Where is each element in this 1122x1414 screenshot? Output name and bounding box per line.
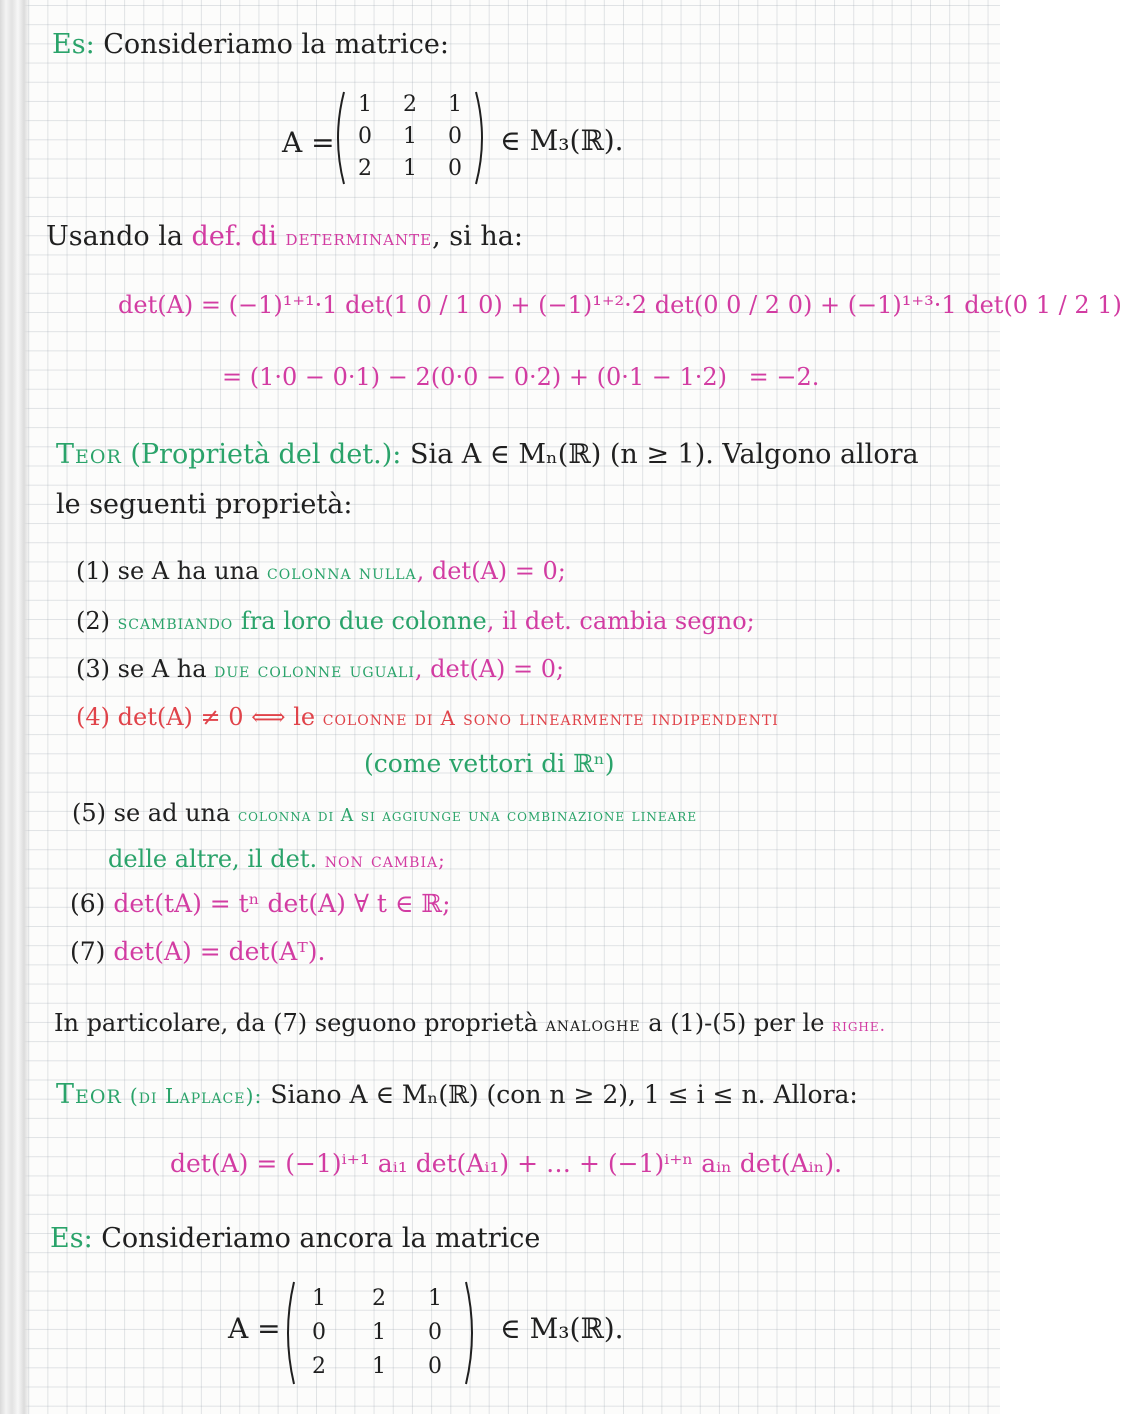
property-number: (1) <box>76 557 110 585</box>
property-item <box>76 704 779 730</box>
property-text-a: det(tA) = tⁿ det(A) ∀ t ∈ ℝ; <box>113 889 451 918</box>
matrix-cell: 2 <box>312 1354 326 1379</box>
determinant-keyword: determinante <box>285 225 433 251</box>
determinant-intro-3: , si ha: <box>432 221 523 252</box>
matrix-cell: 1 <box>403 124 417 149</box>
theorem-title: (Proprietà del det.): <box>130 439 402 470</box>
property-number: (6) <box>70 889 106 918</box>
matrix-a <box>330 88 490 188</box>
property-text-a: det(A) = det(Aᵀ). <box>113 937 326 966</box>
example-prefix: Es: <box>52 29 95 60</box>
determinant-def: def. <box>191 221 243 252</box>
matrix-cell: 0 <box>428 1354 442 1379</box>
determinant-intro <box>46 222 523 252</box>
property-keyword: colonne di A sono linearmente indipendenti <box>322 707 779 730</box>
determinant-formula-line1: det(A) = (−1)¹⁺¹·1 det(1 0 / 1 0) + (−1)¹⁺²·2 det(0 0 / 2 0) + (−1)¹⁺³·1 det(0 1 / 2 1) <box>118 291 1122 319</box>
particular-text-1: In particolare, da (7) seguono proprietà <box>54 1009 539 1037</box>
particular-keyword-2: righe. <box>832 1015 886 1035</box>
determinant-result: = −2. <box>748 363 820 391</box>
property-text-a: se A ha <box>117 655 207 683</box>
matrix-name: A = <box>228 1312 281 1345</box>
theorem-statement-1: Sia A ∈ Mₙ(ℝ) (n ≥ 1). Valgono allora <box>409 439 919 470</box>
determinant-intro-1: Usando la <box>46 221 183 252</box>
notebook-binding <box>0 0 30 1414</box>
theorem-title: (di Laplace): <box>129 1084 263 1108</box>
determinant-expansion: = (1·0 − 0·1) − 2(0·0 − 0·2) + (0·1 − 1·2) <box>222 363 728 391</box>
property-item <box>364 750 615 778</box>
matrix-cell: 0 <box>448 124 462 149</box>
property-text-a: (come vettori di ℝⁿ) <box>364 749 615 778</box>
matrix-cell: 2 <box>372 1286 386 1311</box>
theorem-label: Teor <box>56 439 122 470</box>
example-label <box>52 30 449 60</box>
matrix-cell: 0 <box>312 1320 326 1345</box>
matrix-cell: 2 <box>403 92 417 117</box>
property-item <box>72 800 697 826</box>
example-label <box>50 1224 540 1254</box>
matrix-cell: 1 <box>428 1286 442 1311</box>
matrix-name: A = <box>282 126 335 159</box>
matrix-cell: 1 <box>448 92 462 117</box>
matrix-cell: 0 <box>358 124 372 149</box>
example-intro-text: Consideriamo ancora la matrice <box>101 1223 541 1254</box>
example-intro-text: Consideriamo la matrice: <box>103 29 450 60</box>
property-number: (5) <box>72 799 106 827</box>
property-item <box>70 890 451 918</box>
particular-text-2: a (1)-(5) per le <box>648 1009 825 1037</box>
matrix-cell: 1 <box>372 1354 386 1379</box>
theorem-statement: Siano A ∈ Mₙ(ℝ) (con n ≥ 2), 1 ≤ i ≤ n. Allora: <box>270 1080 858 1109</box>
theorem-properties-heading <box>56 440 919 470</box>
property-text-b: , det(A) = 0; <box>414 655 565 683</box>
theorem-statement-2: le seguenti proprietà: <box>56 489 353 520</box>
particular-keyword: analoghe <box>545 1013 641 1036</box>
matrix-membership: ∈ M₃(ℝ). <box>500 124 624 157</box>
property-keyword: due colonne uguali <box>214 659 415 682</box>
property-item <box>76 558 566 584</box>
property-item <box>108 846 446 872</box>
matrix-cell: 1 <box>372 1320 386 1345</box>
property-keyword: colonna nulla <box>267 561 417 584</box>
property-number: (2) <box>76 607 110 635</box>
determinant-intro-2: di <box>251 221 277 252</box>
property-keyword: colonna di A si aggiunge una combinazione lineare <box>237 806 698 826</box>
matrix-cell: 0 <box>448 156 462 181</box>
property-number: (4) <box>76 703 110 731</box>
matrix-cell: 1 <box>312 1286 326 1311</box>
matrix-cell: 0 <box>428 1320 442 1345</box>
property-keyword: non cambia; <box>324 849 446 872</box>
theorem-laplace-heading <box>56 1080 858 1110</box>
matrix-cell: 1 <box>358 92 372 117</box>
particular-note <box>54 1010 886 1036</box>
property-text-a: se A ha una <box>117 557 260 585</box>
property-item <box>76 656 564 682</box>
matrix-membership: ∈ M₃(ℝ). <box>500 1312 624 1345</box>
theorem-label: Teor <box>56 1079 122 1110</box>
property-text-a: delle altre, il det. <box>108 845 318 873</box>
property-number: (7) <box>70 937 106 966</box>
example-prefix: Es: <box>50 1223 93 1254</box>
property-text-a: scambiando <box>117 611 234 634</box>
property-item <box>76 608 755 634</box>
property-text-b: , det(A) = 0; <box>416 557 566 585</box>
property-number: (3) <box>76 655 110 683</box>
property-item <box>70 938 325 966</box>
matrix-cell: 2 <box>358 156 372 181</box>
matrix-cell: 1 <box>403 156 417 181</box>
property-text-b: , il det. cambia segno; <box>486 607 755 635</box>
determinant-formula-line2 <box>222 364 819 390</box>
property-keyword: fra loro due colonne <box>240 607 487 635</box>
property-text-a: det(A) ≠ 0 ⟺ le <box>117 703 316 731</box>
matrix-a-repeat <box>280 1278 480 1388</box>
property-text-a: se ad una <box>113 799 231 827</box>
laplace-formula: det(A) = (−1)ⁱ⁺¹ aᵢ₁ det(Aᵢ₁) + … + (−1)ⁱ⁺ⁿ aᵢₙ det(Aᵢₙ). <box>170 1149 843 1178</box>
